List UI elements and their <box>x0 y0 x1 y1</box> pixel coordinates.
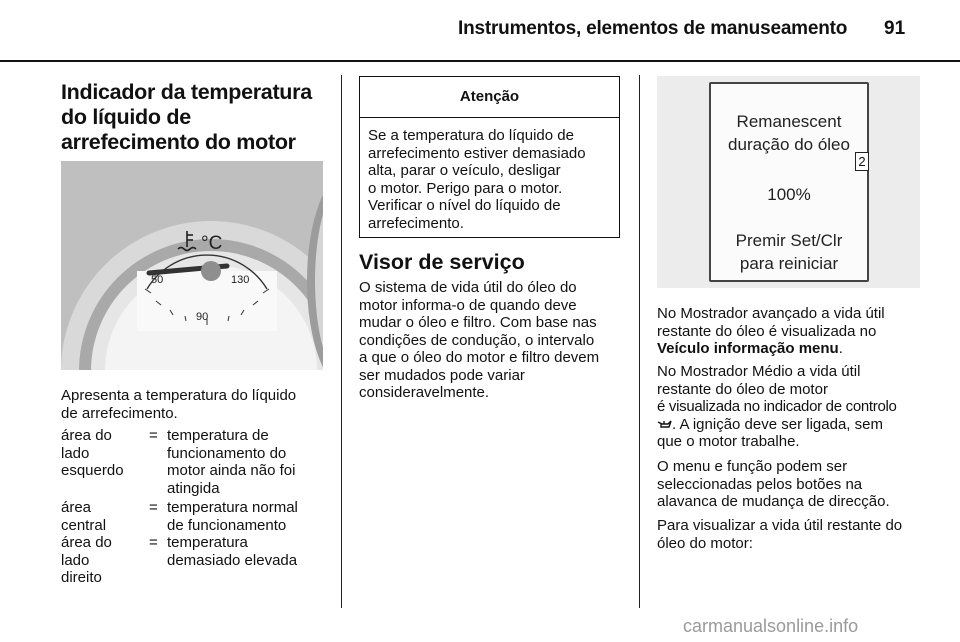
text-line: alta, parar o veículo, desligar <box>368 162 561 179</box>
legend-row-left <box>61 427 323 499</box>
text-line: mudar o óleo e filtro. Com base nas <box>359 314 597 331</box>
legend-desc: temperatura normal <box>167 499 298 516</box>
heading-line: do líquido de <box>61 105 191 129</box>
oil-life-display-screen <box>709 82 869 282</box>
legend-desc: funcionamento do <box>167 444 287 462</box>
legend-row-center <box>61 499 323 534</box>
legend-term: lado <box>61 551 90 569</box>
punctuation: . <box>838 340 843 357</box>
text-line: restante do óleo de motor <box>657 380 828 398</box>
attention-box <box>359 76 620 238</box>
column-divider-1 <box>341 75 342 608</box>
legend-row-right <box>61 534 323 588</box>
gauge-unit: °C <box>201 233 223 254</box>
legend-equals: = <box>149 499 158 516</box>
section-heading-service: Visor de serviço <box>359 250 525 274</box>
legend-desc: demasiado elevada <box>167 551 298 569</box>
legend-equals: = <box>149 534 158 551</box>
text-line: O sistema de vida útil do óleo do <box>359 279 577 296</box>
text-line: restante do óleo é visualizada no <box>657 322 877 340</box>
gauge-label-high: 130 <box>231 274 250 286</box>
text-line: de arrefecimento. <box>61 404 178 422</box>
heading-line: Indicador da temperatura <box>61 80 312 104</box>
attention-text <box>360 118 619 232</box>
text-line: a que o óleo do motor e filtro devem <box>359 349 600 366</box>
legend-term: área <box>61 499 92 516</box>
legend-desc: de funcionamento <box>167 516 287 534</box>
gauge-label-mid: 90 <box>196 311 209 323</box>
gauge-label-low: 50 <box>151 274 164 286</box>
paragraph-advanced-display <box>657 305 925 358</box>
column-divider-2 <box>639 75 640 608</box>
legend-term: área do <box>61 427 112 444</box>
legend-desc: motor ainda não foi <box>167 462 296 479</box>
text-line: motor informa-o de quando deve <box>359 296 577 314</box>
heading-line: arrefecimento do motor <box>61 130 296 154</box>
display-line: duração do óleo <box>728 135 850 154</box>
text-line: o motor. Perigo para o motor. <box>368 179 563 197</box>
section-heading-coolant <box>61 80 331 155</box>
legend-term: lado <box>61 444 90 462</box>
running-header-title: Instrumentos, elementos de manuseamento <box>458 18 848 39</box>
legend-term: área do <box>61 534 112 551</box>
text-line: No Mostrador Médio a vida útil <box>657 363 861 380</box>
text-line: condições de condução, o intervalo <box>359 331 595 349</box>
paragraph-medium-display <box>657 363 927 451</box>
page-number: 91 <box>884 18 906 39</box>
text-line: Se a temperatura do líquido de <box>368 127 574 144</box>
text-line <box>657 340 925 358</box>
text-line: óleo do motor: <box>657 534 753 552</box>
text-line: consideravelmente. <box>359 384 490 401</box>
display-line: Premir Set/Clr <box>735 231 843 250</box>
menu-name-bold: Veículo informação menu <box>657 340 839 357</box>
display-page-badge: 2 <box>855 152 869 171</box>
watermark: carmanualsonline.info <box>683 616 859 636</box>
service-body <box>359 279 634 402</box>
text-line: é visualizada no indicador de controlo <box>657 398 897 415</box>
oil-can-icon <box>657 419 672 430</box>
text-line <box>657 416 927 434</box>
text-line: Apresenta a temperatura do líquido <box>61 387 297 404</box>
legend-term: esquerdo <box>61 462 124 479</box>
text-line: arrefecimento estiver demasiado <box>368 144 586 162</box>
coolant-gauge-illustration <box>61 161 323 370</box>
text-line: que o motor trabalhe. <box>657 433 800 450</box>
paragraph-menu-buttons <box>657 458 927 511</box>
text-line: ser mudados pode variar <box>359 366 525 384</box>
header-rule <box>0 60 960 62</box>
text-line: No Mostrador avançado a vida útil <box>657 305 885 322</box>
attention-title: Atenção <box>360 77 619 118</box>
legend-desc: temperatura de <box>167 427 269 444</box>
legend-term: direito <box>61 569 102 586</box>
text-line: seleccionadas pelos botões na <box>657 475 863 493</box>
display-percent: 100% <box>767 185 811 204</box>
legend-desc: temperatura <box>167 534 248 551</box>
text-line: alavanca de mudança de direcção. <box>657 493 890 510</box>
legend-desc: atingida <box>167 479 220 497</box>
display-line: para reiniciar <box>739 254 839 273</box>
coolant-intro <box>61 387 331 422</box>
legend-term: central <box>61 516 107 534</box>
paragraph-view-oil-life <box>657 517 927 552</box>
text-line: arrefecimento. <box>368 214 464 232</box>
display-line: Remanescent <box>736 112 842 131</box>
text-line: Verificar o nível do líquido de <box>368 197 561 214</box>
text-fragment: . A ignição deve ser ligada, sem <box>672 415 883 433</box>
text-line: Para visualizar a vida útil restante do <box>657 517 903 534</box>
text-line: O menu e função podem ser <box>657 458 848 475</box>
legend-equals: = <box>149 427 158 444</box>
